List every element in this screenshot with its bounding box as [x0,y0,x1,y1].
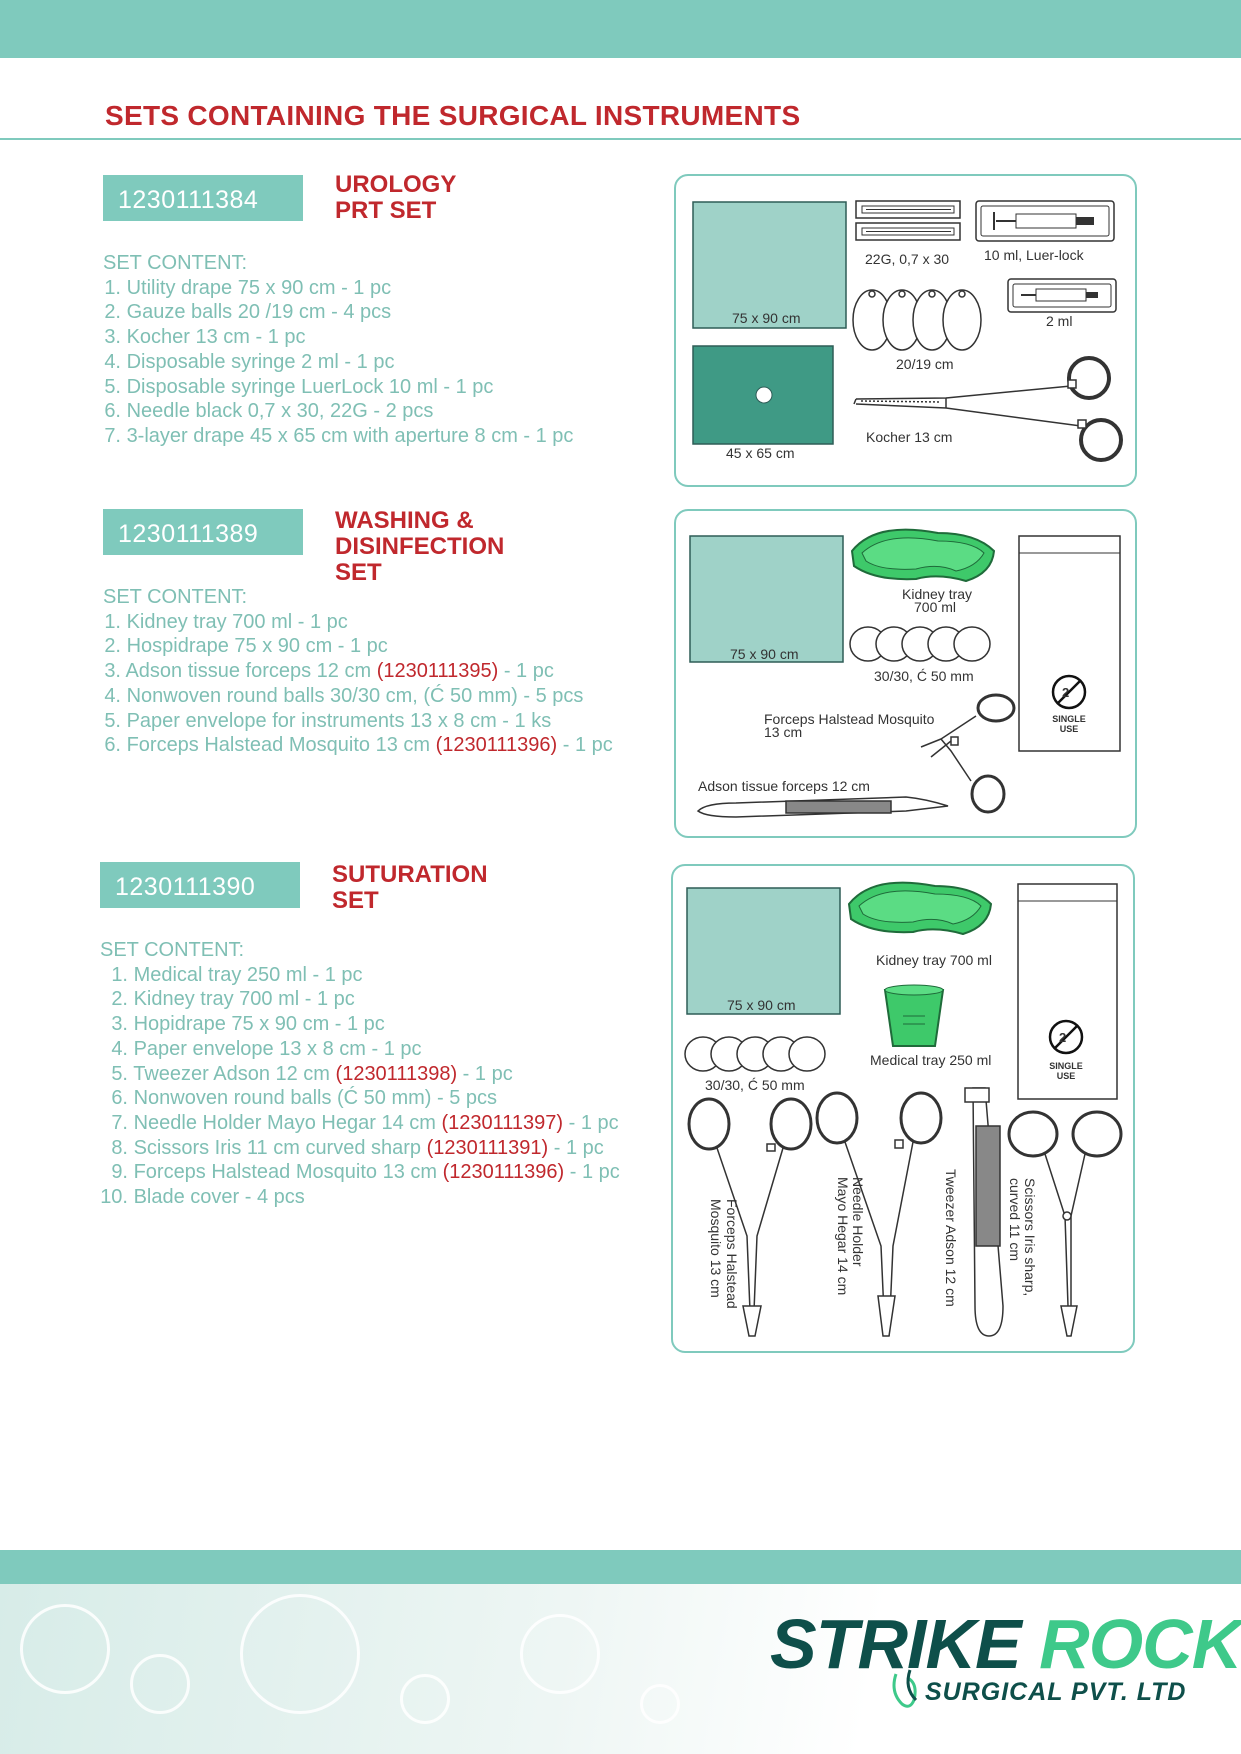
item-number: 7. [111,1111,128,1134]
set-content-item [103,276,573,301]
figure-label: 30/30, Ć 50 mm [705,1077,805,1093]
decor-bubble [640,1684,680,1724]
item-number: 10. [100,1186,128,1209]
item-product-code: (1230111395) [376,660,499,683]
set-content-item [103,350,573,375]
figure-label-vertical: curved 11 cm [1007,1178,1023,1261]
set-content-item [103,733,613,758]
item-text: Kocher 13 cm - 1 pc [126,326,306,349]
decor-bubble [520,1614,600,1694]
item-number: 3. [104,660,121,683]
figure-label: Forceps Halstead Mosquito [764,711,935,727]
item-number: 2. [111,988,128,1011]
set-content-item [100,987,620,1012]
set-name-line: SET [332,887,379,914]
set-content-2 [103,585,613,758]
item-text: Medical tray 250 ml - 1 pc [133,963,363,986]
item-number: 2. [104,301,121,324]
set-content-item [103,375,573,400]
set-content-item [100,1111,620,1136]
figure-label: 20/19 cm [896,356,954,372]
item-number: 6. [104,400,121,423]
set-name-line: SET [335,559,382,586]
brand-subtitle: SURGICAL PVT. LTD [925,1678,1187,1706]
brand-name [770,1605,1241,1683]
figure-label-vertical: Tweezer Adson 12 cm [943,1169,959,1307]
item-text: Hospidrape 75 x 90 cm - 1 pc [126,635,388,658]
item-text: Disposable syringe LuerLock 10 ml - 1 pc [126,375,494,398]
brand-logo-icon [888,1664,928,1716]
set-content-item [100,1185,620,1210]
item-text: Paper envelope for instruments 13 x 8 cm - 1 ks [126,709,552,732]
item-number: 3. [111,1013,128,1036]
figure-label: Medical tray 250 ml [870,1052,992,1068]
set-content-label: SET CONTENT: [100,939,245,961]
set-figure-1 [674,174,1137,487]
set-content-item [103,634,613,659]
single-use-number: 2 [1059,1030,1067,1045]
item-quantity: - 1 pc [563,1111,619,1134]
set-content-label: SET CONTENT: [103,586,248,608]
figure-label-vertical: Needle Holder [850,1177,866,1267]
set-name-line: WASHING & [335,507,474,534]
item-quantity: - 1 pc [457,1062,513,1085]
set-content-label: SET CONTENT: [103,252,248,274]
brand-word-2: ROCK [1039,1605,1241,1683]
decor-bubble [400,1674,450,1724]
set-name-3 [332,862,488,914]
item-number: 4. [111,1037,128,1060]
item-number: 7. [104,424,121,447]
set-content-3 [100,938,620,1210]
item-product-code: (1230111398) [335,1062,458,1085]
figure-label-vertical: Scissors Iris sharp, [1022,1178,1038,1297]
item-quantity: - 1 pc [557,734,613,757]
item-number: 2. [104,635,121,658]
item-text: Tweezer Adson 12 cm [133,1062,336,1085]
set-content-item [100,1160,620,1185]
figure-label: 75 x 90 cm [727,997,796,1013]
set-name-2 [335,508,504,586]
set-content-item [100,1012,620,1037]
set-content-item [103,610,613,635]
set-figure-2 [674,509,1137,838]
item-product-code: (1230111396) [442,1161,565,1184]
decor-bubble [130,1654,190,1714]
single-use-number: 2 [1062,685,1070,700]
figure-label: 75 x 90 cm [730,646,799,662]
item-text: Hopidrape 75 x 90 cm - 1 pc [133,1013,385,1036]
item-quantity: - 1 pc [548,1136,604,1159]
set-content-item [100,963,620,988]
figure-label: 13 cm [764,724,803,740]
item-text: Gauze balls 20 /19 cm - 4 pcs [126,301,392,324]
single-use-text: SINGLE [1049,1061,1083,1071]
set-name-line: DISINFECTION [335,533,505,560]
set-name-1 [335,172,456,224]
top-band [0,0,1241,58]
set-content-item [103,659,613,684]
set-content-item [103,399,573,424]
set-code-3: 1230111390 [100,862,300,908]
set-content-item [100,1062,620,1087]
item-number: 1. [104,610,121,633]
figure-label: 2 ml [1046,313,1073,329]
figure-label: Kocher 13 cm [866,429,953,445]
item-text: Disposable syringe 2 ml - 1 pc [126,350,395,373]
single-use-label [1044,714,1094,734]
bottom-band [0,1550,1241,1584]
set-content-item [103,325,573,350]
figure-label-vertical: Mayo Hegar 14 cm [835,1177,851,1296]
set-name-line: SUTURATION [332,861,488,888]
set-name-line: PRT SET [335,197,437,224]
item-text: Kidney tray 700 ml - 1 pc [126,610,348,633]
item-text: Needle Holder Mayo Hegar 14 cm [133,1111,442,1134]
figure-label-vertical: Forceps Halstead [724,1199,740,1309]
figure-label: 700 ml [914,599,957,615]
figure-label-vertical: Mosquito 13 cm [708,1199,724,1298]
set-code-2: 1230111389 [103,509,303,555]
title-divider [0,138,1241,140]
item-quantity: - 1 pc [564,1161,620,1184]
set-content-item [103,709,613,734]
set-name-line: UROLOGY [335,171,457,198]
figure-label: 75 x 90 cm [732,310,801,326]
item-product-code: (1230111391) [426,1136,549,1159]
figure-label: 10 ml, Luer-lock [984,247,1084,263]
item-product-code: (1230111396) [435,734,558,757]
set-content-item [100,1086,620,1111]
item-text: Nonwoven round balls (Ć 50 mm) - 5 pcs [133,1087,498,1110]
decor-bubble [20,1604,110,1694]
item-number: 1. [111,963,128,986]
item-text: Needle black 0,7 x 30, 22G - 2 pcs [126,400,434,423]
item-product-code: (1230111397) [441,1111,564,1134]
page-title: SETS CONTAINING THE SURGICAL INSTRUMENTS [105,100,801,131]
single-use-text: USE [1059,724,1079,734]
set-figure-3-drawing [673,866,1137,1355]
item-text: Forceps Halstead Mosquito 13 cm [126,734,436,757]
figure-label: 22G, 0,7 x 30 [865,251,950,267]
item-quantity: - 1 pc [498,660,554,683]
item-text: Scissors Iris 11 cm curved sharp [133,1136,427,1159]
item-text: Forceps Halstead Mosquito 13 cm [133,1161,443,1184]
item-text: Nonwoven round balls 30/30 cm, (Ć 50 mm) - 5 pcs [126,684,584,707]
figure-label: Kidney tray 700 ml [876,952,992,968]
item-number: 6. [111,1087,128,1110]
item-text: Paper envelope 13 x 8 cm - 1 pc [133,1037,422,1060]
single-use-label [1041,1061,1091,1081]
set-content-item [100,1037,620,1062]
set-content-item [103,684,613,709]
decor-bubble [240,1594,360,1714]
figure-label: 45 x 65 cm [726,445,795,461]
item-number: 5. [104,709,121,732]
figure-label: Kidney tray [902,586,973,602]
item-number: 5. [111,1062,128,1085]
brand-word-1: STRIKE [770,1605,1021,1683]
item-number: 8. [111,1136,128,1159]
set-content-item [103,424,573,449]
figure-label: 30/30, Ć 50 mm [874,668,974,684]
single-use-text: USE [1056,1071,1076,1081]
set-content-1 [103,251,573,449]
set-code-1: 1230111384 [103,175,303,221]
item-number: 4. [104,684,121,707]
set-content-item [100,1136,620,1161]
item-number: 1. [104,276,121,299]
item-number: 3. [104,326,121,349]
set-content-item [103,300,573,325]
set-figure-3 [671,864,1135,1353]
item-number: 9. [111,1161,128,1184]
item-text: Utility drape 75 x 90 cm - 1 pc [126,276,392,299]
item-number: 4. [104,350,121,373]
single-use-text: SINGLE [1052,714,1086,724]
item-text: Adson tissue forceps 12 cm [125,660,377,683]
item-text: Blade cover - 4 pcs [133,1186,305,1209]
figure-label: Adson tissue forceps 12 cm [698,778,870,794]
item-text: Kidney tray 700 ml - 1 pc [133,988,355,1011]
item-number: 5. [104,375,121,398]
item-text: 3-layer drape 45 x 65 cm with aperture 8 cm - 1 pc [126,424,574,447]
item-number: 6. [104,734,121,757]
